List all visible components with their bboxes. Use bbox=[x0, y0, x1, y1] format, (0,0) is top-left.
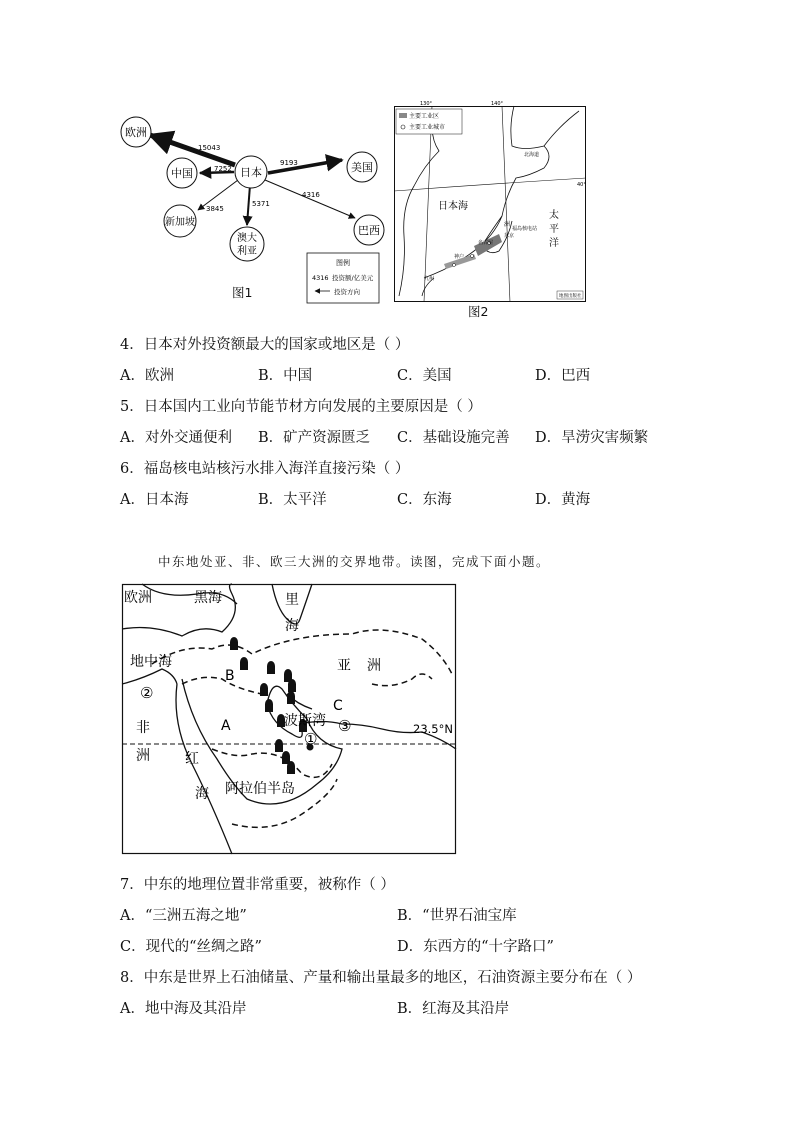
label-honshu: 洲 bbox=[504, 221, 511, 228]
map-label-africa-1: 非 bbox=[136, 720, 150, 736]
fig1-legend-arrow-label: 投资方向 bbox=[334, 288, 360, 296]
question-7-stem: 7．中东的地理位置非常重要，被称作（ ） bbox=[120, 877, 395, 893]
arrow-to-europe bbox=[150, 135, 235, 165]
map-label-caspian-2: 海 bbox=[285, 618, 299, 634]
map-label-n1: ① bbox=[304, 730, 318, 748]
label-kyushu: 九州 bbox=[424, 276, 435, 282]
fig1-legend-value-sample: 4316 bbox=[312, 274, 329, 282]
fig1-legend-value-label: 投资额/亿美元 bbox=[332, 274, 374, 282]
middle-east-map bbox=[122, 584, 456, 854]
label-sea-of-japan: 日本海 bbox=[438, 201, 468, 212]
map-label-arabian-peninsula: 阿拉伯半岛 bbox=[225, 781, 295, 797]
value-usa: 9193 bbox=[280, 159, 298, 167]
map-label-n2: ② bbox=[140, 684, 154, 702]
arrow-to-brazil bbox=[265, 180, 355, 218]
map-label-asia-2: 洲 bbox=[367, 658, 381, 674]
map-label-red-sea-1: 红 bbox=[185, 751, 199, 767]
node-brazil-label: 巴西 bbox=[358, 224, 380, 237]
map-label-C: C bbox=[333, 698, 343, 714]
node-usa-label: 美国 bbox=[351, 161, 373, 174]
q5-option-b: B．矿产资源匮乏 bbox=[258, 430, 371, 446]
map-label-B: B bbox=[225, 668, 235, 684]
q6-option-d: D．黄海 bbox=[535, 492, 591, 508]
map-label-red-sea-2: 海 bbox=[195, 786, 209, 802]
node-australia-label-1: 澳大 bbox=[237, 233, 257, 244]
q5-option-a: A．对外交通便利 bbox=[120, 430, 232, 446]
q4-option-c: C．美国 bbox=[397, 368, 452, 384]
value-europe: 15043 bbox=[198, 144, 221, 152]
fig2-legend-city: 主要工业城市 bbox=[409, 124, 446, 131]
node-europe-label: 欧洲 bbox=[125, 126, 147, 139]
figure-1-caption: 图1 bbox=[232, 285, 253, 300]
question-6-stem: 6．福岛核电站核污水排入海洋直接污染（ ） bbox=[120, 461, 410, 477]
map-label-caspian-1: 里 bbox=[285, 592, 299, 608]
label-publisher: 地图出版社 bbox=[559, 294, 582, 299]
lon-140: 140° bbox=[491, 101, 504, 107]
figure-2-japan-industry-map bbox=[394, 101, 586, 302]
value-brazil: 4316 bbox=[302, 191, 320, 199]
q7-option-d: D．东西方的“十字路口” bbox=[397, 939, 554, 955]
map-label-europe: 欧洲 bbox=[124, 590, 152, 606]
map-label-A: A bbox=[221, 718, 231, 734]
map-label-asia-1: 亚 bbox=[337, 658, 351, 674]
lon-130: 130° bbox=[420, 101, 433, 107]
node-japan-label: 日本 bbox=[240, 166, 262, 179]
q7-option-c: C．现代的“丝绸之路” bbox=[120, 939, 262, 955]
value-australia: 5371 bbox=[252, 200, 270, 208]
map-label-tropic: 23.5°N bbox=[413, 722, 453, 736]
section-intro: 中东地处亚、非、欧三大洲的交界地带。读图，完成下面小题。 bbox=[158, 554, 551, 569]
question-5-stem: 5．日本国内工业向节能节材方向发展的主要原因是（ ） bbox=[120, 399, 482, 415]
lat-40: 40° bbox=[577, 182, 586, 188]
q7-option-a: A．“三洲五海之地” bbox=[120, 908, 247, 924]
label-pacific-2: 平 bbox=[549, 224, 559, 235]
label-nagoya: 名古屋 bbox=[478, 240, 494, 246]
figure-1-investment-diagram bbox=[110, 110, 380, 305]
question-4-stem: 4．日本对外投资额最大的国家或地区是（ ） bbox=[120, 337, 410, 353]
node-china-label: 中国 bbox=[171, 167, 193, 180]
fig2-legend-zone: 主要工业区 bbox=[409, 113, 440, 120]
q5-option-c: C．基础设施完善 bbox=[397, 430, 510, 446]
figure-2-caption: 图2 bbox=[468, 304, 489, 319]
node-singapore-label: 新加坡 bbox=[165, 217, 195, 228]
map-label-n3: ③ bbox=[338, 717, 352, 735]
map-label-africa-2: 洲 bbox=[136, 748, 150, 764]
label-kobe: 神户 bbox=[454, 254, 465, 260]
label-pacific-3: 洋 bbox=[549, 238, 559, 249]
value-china: 7252 bbox=[214, 165, 232, 173]
label-hokkaido: 北海道 bbox=[524, 152, 540, 158]
q5-option-d: D．旱涝灾害频繁 bbox=[535, 430, 649, 446]
map-label-persian-gulf: 波斯湾 bbox=[284, 713, 326, 729]
q6-option-c: C．东海 bbox=[397, 492, 452, 508]
value-singapore: 3845 bbox=[206, 205, 224, 213]
q6-option-b: B．太平洋 bbox=[258, 492, 327, 508]
label-pacific-1: 太 bbox=[549, 210, 559, 221]
q7-option-b: B．“世界石油宝库 bbox=[397, 908, 517, 924]
map-label-black-sea: 黑海 bbox=[194, 590, 222, 606]
label-fukushima: 福岛核电站 bbox=[512, 226, 538, 232]
node-australia-label-2: 利亚 bbox=[237, 246, 257, 257]
label-tokyo: 东京 bbox=[504, 233, 515, 239]
q8-option-a: A．地中海及其沿岸 bbox=[120, 1001, 247, 1017]
question-8-stem: 8．中东是世界上石油储量、产量和输出量最多的地区，石油资源主要分布在（ ） bbox=[120, 970, 642, 986]
arrow-to-australia bbox=[247, 185, 250, 225]
fig1-legend-title: 图例 bbox=[336, 259, 350, 267]
q4-option-b: B．中国 bbox=[258, 368, 313, 384]
q4-option-a: A．欧洲 bbox=[120, 368, 174, 384]
q6-option-a: A．日本海 bbox=[120, 492, 189, 508]
map-label-mediterranean: 地中海 bbox=[130, 654, 172, 670]
q4-option-d: D．巴西 bbox=[535, 368, 591, 384]
q8-option-b: B．红海及其沿岸 bbox=[397, 1001, 510, 1017]
